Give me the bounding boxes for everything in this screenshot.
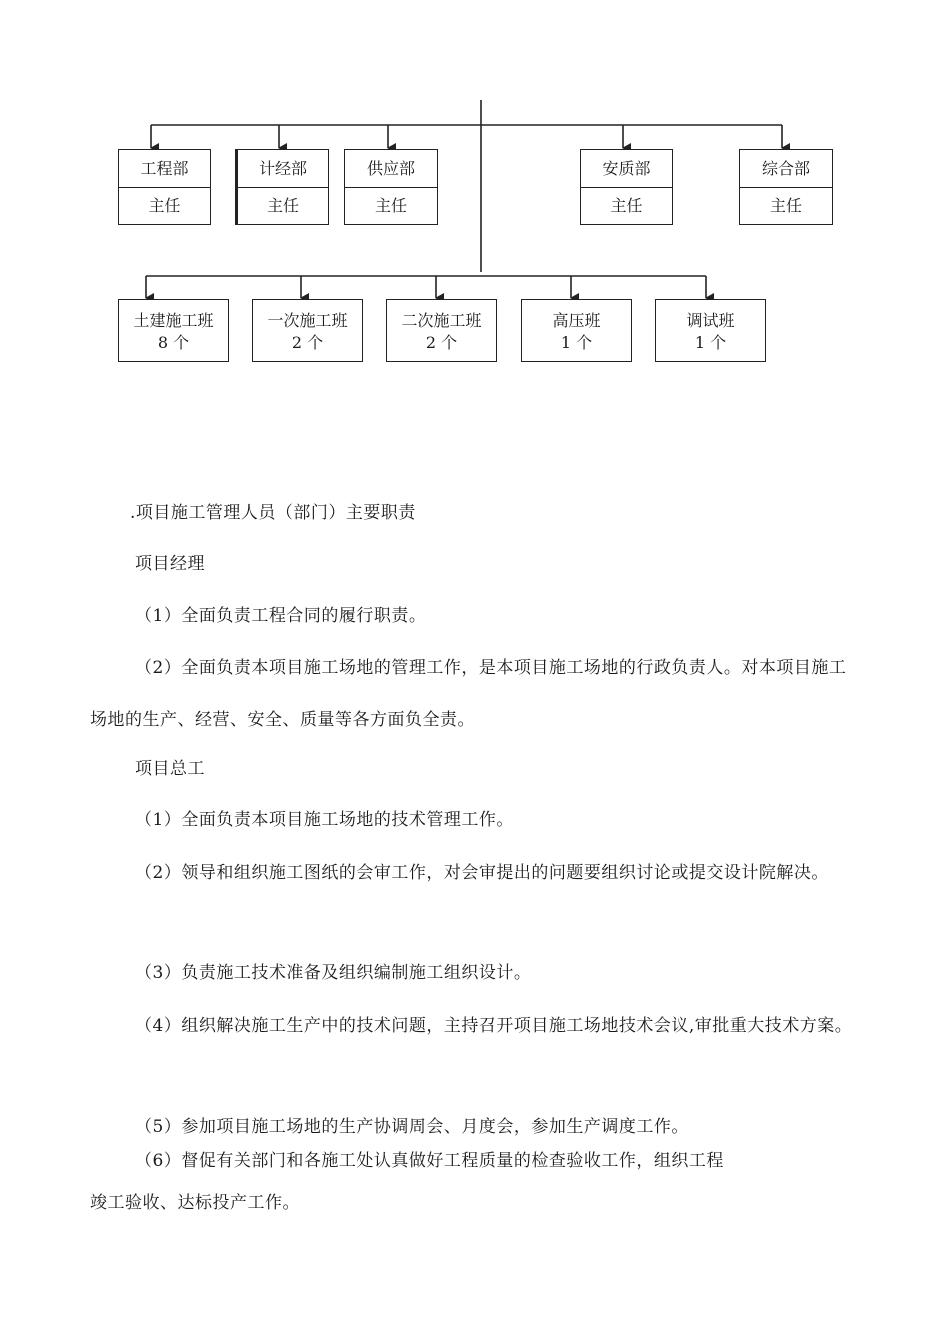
- dept-role: 主任: [266, 196, 299, 215]
- pm-heading: 项目经理: [135, 554, 205, 574]
- team-count: 1 个: [694, 333, 727, 352]
- ce-item-2: （2）领导和组织施工图纸的会审工作，对会审提出的问题要组织讨论或提交设计院解决。: [135, 863, 829, 883]
- team-count: 2 个: [425, 333, 458, 352]
- dept-name: 综合部: [740, 150, 832, 188]
- dept-name: 计经部: [238, 150, 328, 188]
- team-box-civil: [118, 299, 229, 362]
- ce-item-4: （4）组织解决施工生产中的技术问题，主持召开项目施工场地技术会议,审批重大技术方案。: [135, 1016, 853, 1036]
- dept-box-engineering: [118, 149, 211, 225]
- ce-item-5: （5）参加项目施工场地的生产协调周会、月度会，参加生产调度工作。: [135, 1117, 689, 1137]
- dept-name: 安质部: [581, 150, 672, 188]
- pm-item-2: （2）全面负责本项目施工场地的管理工作，是本项目施工场地的行政负责人。对本项目施工场地的生产、经营、安全、质量等各方面负全责。: [90, 658, 847, 730]
- ce-heading: 项目总工: [135, 759, 205, 779]
- dept-name: 工程部: [119, 150, 210, 188]
- team-name: 土建施工班: [133, 311, 214, 330]
- dept-role: 主任: [374, 196, 407, 215]
- dept-box-safety-quality: [580, 149, 673, 225]
- team-name: 二次施工班: [401, 311, 482, 330]
- ce-item-1: （1）全面负责本项目施工场地的技术管理工作。: [135, 810, 514, 830]
- section-title: .项目施工管理人员（部门）主要职责: [130, 503, 416, 523]
- team-box-secondary: [386, 299, 497, 362]
- team-name: 调试班: [686, 311, 735, 330]
- dept-box-general: [739, 149, 833, 225]
- team-box-primary: [252, 299, 363, 362]
- team-count: 1 个: [560, 333, 593, 352]
- team-name: 高压班: [552, 311, 601, 330]
- pm-item-1: （1）全面负责工程合同的履行职责。: [135, 606, 427, 626]
- team-count: 8 个: [157, 333, 190, 352]
- dept-box-supply: [344, 149, 438, 225]
- ce-item-6-line-2: 竣工验收、达标投产工作。: [90, 1193, 300, 1213]
- dept-role: 主任: [769, 196, 802, 215]
- dept-box-planning: [235, 149, 329, 225]
- dept-name: 供应部: [345, 150, 437, 188]
- team-box-commissioning: [655, 299, 766, 362]
- dept-role: 主任: [610, 196, 643, 215]
- team-count: 2 个: [291, 333, 324, 352]
- dept-role: 主任: [148, 196, 181, 215]
- ce-item-3: （3）负责施工技术准备及组织编制施工组织设计。: [135, 963, 532, 983]
- ce-item-6-line-1: （6）督促有关部门和各施工处认真做好工程质量的检查验收工作，组织工程: [135, 1151, 724, 1171]
- team-box-high-voltage: [521, 299, 632, 362]
- team-name: 一次施工班: [267, 311, 348, 330]
